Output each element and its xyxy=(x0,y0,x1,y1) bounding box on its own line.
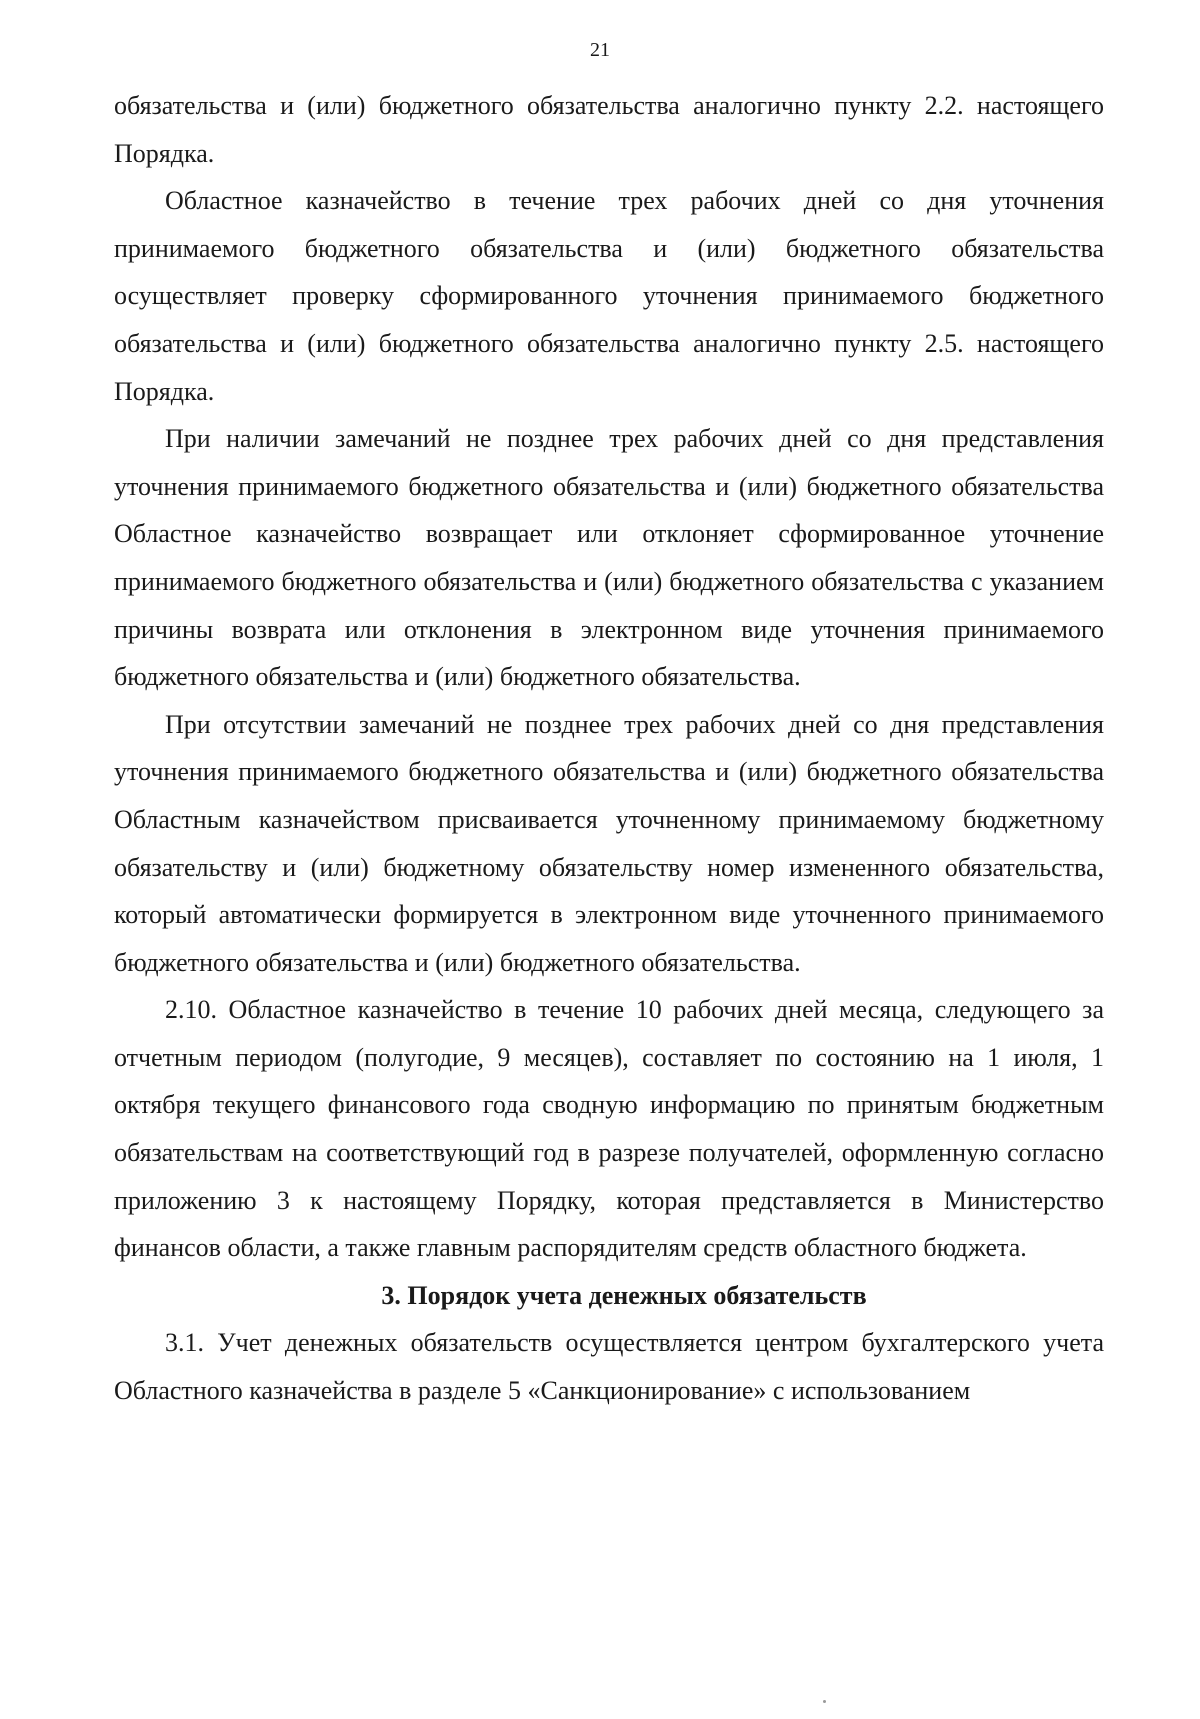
paragraph-3-1: 3.1. Учет денежных обязательств осуществляется центром бухгалтерского учета Областного казначейства в разделе 5 «Санкционирование» с использованием xyxy=(114,1328,1104,1406)
scan-speck xyxy=(823,1700,826,1703)
page-number: 21 xyxy=(590,39,610,61)
paragraph-continuation: обязательства и (или) бюджетного обязательства аналогично пункту 2.2. настоящего Порядка. xyxy=(114,91,1104,168)
paragraph-remarks-absent: При отсутствии замечаний не позднее трех рабочих дней со дня представления уточнения принимаемого бюджетного обязательства и (или) бюджетного обязательства Областным казначейством присваивается уточненному принимаемому бюджетному обязательству и (или) бюджетному обязательству номер измененного обязательства, который автоматически формируется в электронном виде уточненного принимаемого бюджетного обязательства и (или) бюджетного обязательства. xyxy=(114,709,1104,977)
paragraph-2-10: 2.10. Областное казначейство в течение 10 рабочих дней месяца, следующего за отчетным периодом (полугодие, 9 месяцев), составляет по состоянию на 1 июля, 1 октября текущего финансового года сводную информацию по принятым бюджетным обязательствам на соответствующий год в разрезе получателей, оформленную согласно приложению 3 к настоящему Порядку, которая представляется в Министерство финансов области, а также главным распорядителям средств областного бюджета. xyxy=(114,995,1104,1263)
document-body xyxy=(114,82,1104,1415)
section-heading: 3. Порядок учета денежных обязательств xyxy=(381,1280,867,1310)
paragraph-verification: Областное казначейство в течение трех рабочих дней со дня уточнения принимаемого бюджетного обязательства и (или) бюджетного обязательства осуществляет проверку сформированного уточнения принимаемого бюджетного обязательства и (или) бюджетного обязательства аналогично пункту 2.5. настоящего Порядка. xyxy=(114,186,1104,406)
paragraph-remarks-present: При наличии замечаний не позднее трех рабочих дней со дня представления уточнения принимаемого бюджетного обязательства и (или) бюджетного обязательства Областное казначейство возвращает или отклоняет сформированное уточнение принимаемого бюджетного обязательства и (или) бюджетного обязательства с указанием причины возврата или отклонения в электронном виде уточнения принимаемого бюджетного обязательства и (или) бюджетного обязательства. xyxy=(114,424,1104,692)
